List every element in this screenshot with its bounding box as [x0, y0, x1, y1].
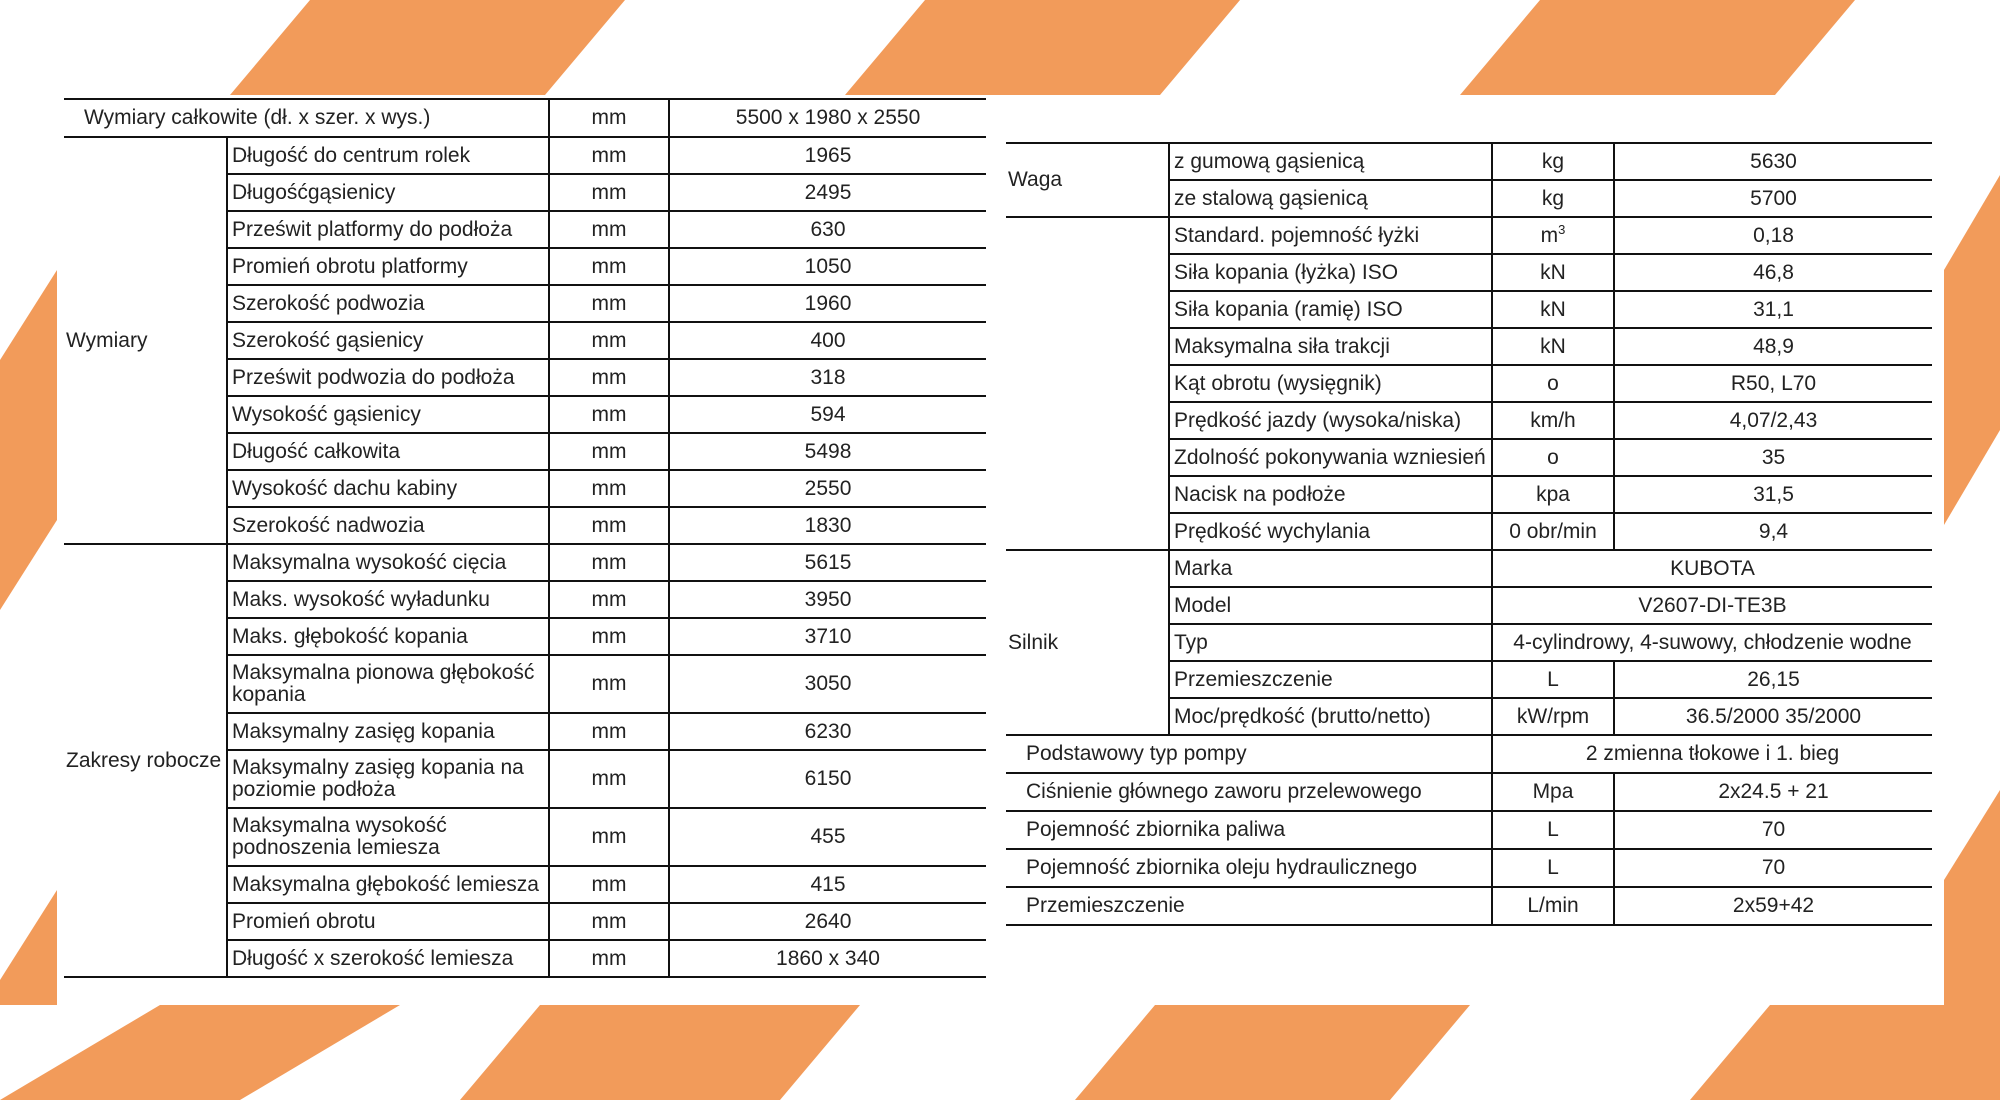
spec-value: 2x59+42 [1614, 887, 1932, 925]
spec-unit [1492, 365, 1614, 402]
spec-unit [1492, 661, 1614, 698]
table-row [1006, 811, 1932, 849]
spec-label: Zdolność pokonywania wzniesień [1169, 439, 1492, 476]
spec-value: 400 [669, 322, 986, 359]
spec-unit: mm [549, 655, 669, 713]
spec-label: Przemieszczenie [1169, 661, 1492, 698]
decor-stripe [0, 1005, 400, 1100]
spec-value: 594 [669, 396, 986, 433]
spec-label: Długośćgąsienicy [227, 174, 549, 211]
spec-unit [1492, 143, 1614, 180]
spec-label: Podstawowy typ pompy [1006, 735, 1492, 773]
spec-unit: mm [549, 544, 669, 581]
table-row [1006, 143, 1932, 180]
spec-value: 0,18 [1614, 217, 1932, 254]
overall-value: 5500 x 1980 x 2550 [669, 99, 986, 137]
spec-unit [1492, 402, 1614, 439]
spec-label: Prześwit platformy do podłoża [227, 211, 549, 248]
unit-text: kW/rpm [1516, 704, 1590, 728]
spec-label: Długość do centrum rolek [227, 137, 549, 174]
table-row [64, 544, 986, 581]
group-label [1006, 217, 1169, 550]
spec-value: 318 [669, 359, 986, 396]
spec-value: 46,8 [1614, 254, 1932, 291]
spec-unit [1492, 439, 1614, 476]
decor-stripe [0, 270, 57, 610]
decor-stripe [1460, 0, 1855, 95]
spec-value: 1960 [669, 285, 986, 322]
group-label: Zakresy robocze [64, 544, 227, 977]
spec-value: 2640 [669, 903, 986, 940]
spec-value: 2495 [669, 174, 986, 211]
spec-label: ze stalową gąsienicą [1169, 180, 1492, 217]
spec-value: V2607-DI-TE3B [1492, 587, 1932, 624]
decor-stripe [1944, 790, 2000, 1005]
spec-unit: mm [549, 903, 669, 940]
spec-unit: mm [549, 285, 669, 322]
spec-label: Maksymalny zasięg kopania [227, 713, 549, 750]
unit-text: 0 obr/min [1509, 519, 1597, 543]
spec-unit: mm [549, 750, 669, 808]
spec-value: 5700 [1614, 180, 1932, 217]
unit-text: o [1547, 371, 1559, 395]
spec-label: Maksymalna pionowa głębokość kopania [227, 655, 549, 713]
decor-stripe [0, 890, 57, 1005]
spec-value: 6230 [669, 713, 986, 750]
spec-label: Długość całkowita [227, 433, 549, 470]
unit-text: kN [1540, 297, 1566, 321]
spec-label: Siła kopania (ramię) ISO [1169, 291, 1492, 328]
spec-label: Wysokość dachu kabiny [227, 470, 549, 507]
spec-unit: mm [549, 322, 669, 359]
dimensions-table [64, 98, 986, 978]
spec-value: 5498 [669, 433, 986, 470]
spec-label: Pojemność zbiornika paliwa [1006, 811, 1492, 849]
spec-value: 1860 x 340 [669, 940, 986, 977]
spec-label: Siła kopania (łyżka) ISO [1169, 254, 1492, 291]
spec-label: Szerokość podwozia [227, 285, 549, 322]
spec-label: Pojemność zbiornika oleju hydraulicznego [1006, 849, 1492, 887]
spec-unit [1492, 698, 1614, 735]
spec-unit: mm [549, 618, 669, 655]
spec-label: Prześwit podwozia do podłoża [227, 359, 549, 396]
spec-label: Wysokość gąsienicy [227, 396, 549, 433]
spec-label: Kąt obrotu (wysięgnik) [1169, 365, 1492, 402]
spec-value: 3050 [669, 655, 986, 713]
unit-superscript: 3 [1558, 221, 1566, 237]
unit-text: kg [1541, 149, 1565, 173]
spec-unit [1492, 180, 1614, 217]
spec-label: Maksymalna wysokość cięcia [227, 544, 549, 581]
spec-unit: Mpa [1492, 773, 1614, 811]
spec-value: 1965 [669, 137, 986, 174]
spec-value: 9,4 [1614, 513, 1932, 550]
spec-unit: mm [549, 507, 669, 544]
unit-text: kpa [1536, 482, 1570, 506]
unit-text: o [1547, 445, 1559, 469]
spec-value: 1830 [669, 507, 986, 544]
spec-unit: mm [549, 359, 669, 396]
spec-value: 415 [669, 866, 986, 903]
group-label: Wymiary [64, 137, 227, 544]
spec-value: 3950 [669, 581, 986, 618]
spec-unit: mm [549, 713, 669, 750]
spec-label: Maksymalna wysokość podnoszenia lemiesza [227, 808, 549, 866]
spec-unit: mm [549, 137, 669, 174]
spec-label: Prędkość wychylania [1169, 513, 1492, 550]
table-row [64, 99, 986, 137]
spec-unit [1492, 513, 1614, 550]
spec-unit [1492, 291, 1614, 328]
table-row [1006, 735, 1932, 773]
spec-value: R50, L70 [1614, 365, 1932, 402]
spec-value: 70 [1614, 811, 1932, 849]
spec-unit: mm [549, 396, 669, 433]
decor-stripe [845, 0, 1240, 95]
spec-unit: L/min [1492, 887, 1614, 925]
spec-value: 2 zmienna tłokowe i 1. bieg [1492, 735, 1932, 773]
decor-stripe [460, 1005, 860, 1100]
spec-value: 4-cylindrowy, 4-suwowy, chłodzenie wodne [1492, 624, 1932, 661]
spec-unit: mm [549, 470, 669, 507]
unit-text: m [1540, 223, 1559, 247]
spec-value: 31,5 [1614, 476, 1932, 513]
spec-value: 2550 [669, 470, 986, 507]
table-row [1006, 849, 1932, 887]
unit-text: L [1547, 667, 1559, 691]
spec-label: Moc/prędkość (brutto/netto) [1169, 698, 1492, 735]
spec-unit: mm [549, 433, 669, 470]
unit-text: kN [1540, 334, 1566, 358]
spec-value: 2x24.5 + 21 [1614, 773, 1932, 811]
spec-unit: mm [549, 248, 669, 285]
spec-unit: L [1492, 811, 1614, 849]
spec-unit: L [1492, 849, 1614, 887]
spec-label: Prędkość jazdy (wysoka/niska) [1169, 402, 1492, 439]
spec-unit: mm [549, 211, 669, 248]
spec-label: Standard. pojemność łyżki [1169, 217, 1492, 254]
spec-label: Długość x szerokość lemiesza [227, 940, 549, 977]
unit-text: kN [1540, 260, 1566, 284]
spec-label: Przemieszczenie [1006, 887, 1492, 925]
table-row [1006, 773, 1932, 811]
spec-value: 31,1 [1614, 291, 1932, 328]
spec-label: Ciśnienie głównego zaworu przelewowego [1006, 773, 1492, 811]
spec-label: z gumową gąsienicą [1169, 143, 1492, 180]
spec-value: KUBOTA [1492, 550, 1932, 587]
spec-label: Promień obrotu platformy [227, 248, 549, 285]
table-row [64, 137, 986, 174]
spec-value: 35 [1614, 439, 1932, 476]
spec-value: 5615 [669, 544, 986, 581]
spec-value: 48,9 [1614, 328, 1932, 365]
unit-text: km/h [1530, 408, 1576, 432]
spec-value: 455 [669, 808, 986, 866]
overall-unit: mm [549, 99, 669, 137]
spec-value: 70 [1614, 849, 1932, 887]
spec-unit [1492, 217, 1614, 254]
table-row [1006, 887, 1932, 925]
spec-value: 36.5/2000 35/2000 [1614, 698, 1932, 735]
spec-unit: mm [549, 808, 669, 866]
spec-unit [1492, 476, 1614, 513]
spec-value: 4,07/2,43 [1614, 402, 1932, 439]
spec-value: 6150 [669, 750, 986, 808]
spec-label: Maks. głębokość kopania [227, 618, 549, 655]
spec-label: Typ [1169, 624, 1492, 661]
spec-label: Maks. wysokość wyładunku [227, 581, 549, 618]
spec-label: Maksymalny zasięg kopania na poziomie podłoża [227, 750, 549, 808]
spec-value: 26,15 [1614, 661, 1932, 698]
spec-label: Szerokość gąsienicy [227, 322, 549, 359]
spec-value: 3710 [669, 618, 986, 655]
decor-stripe [1075, 1005, 1470, 1100]
spec-unit: mm [549, 174, 669, 211]
spec-unit: mm [549, 940, 669, 977]
spec-unit [1492, 328, 1614, 365]
decor-stripe [1944, 175, 2000, 525]
unit-text: kg [1541, 186, 1565, 210]
spec-label: Nacisk na podłoże [1169, 476, 1492, 513]
table-row [1006, 217, 1932, 254]
spec-value: 630 [669, 211, 986, 248]
spec-label: Maksymalna głębokość lemiesza [227, 866, 549, 903]
spec-label: Model [1169, 587, 1492, 624]
spec-label: Maksymalna siła trakcji [1169, 328, 1492, 365]
spec-value: 1050 [669, 248, 986, 285]
group-label: Waga [1006, 143, 1169, 217]
overall-label: Wymiary całkowite (dł. x szer. x wys.) [64, 99, 549, 137]
spec-label: Promień obrotu [227, 903, 549, 940]
group-label: Silnik [1006, 550, 1169, 735]
table-row [1006, 550, 1932, 587]
spec-label: Szerokość nadwozia [227, 507, 549, 544]
decor-stripe [1690, 1005, 2000, 1100]
spec-unit: mm [549, 581, 669, 618]
performance-engine-table [1006, 142, 1932, 926]
spec-unit: mm [549, 866, 669, 903]
spec-value: 5630 [1614, 143, 1932, 180]
spec-label: Marka [1169, 550, 1492, 587]
spec-unit [1492, 254, 1614, 291]
decor-stripe [230, 0, 625, 95]
